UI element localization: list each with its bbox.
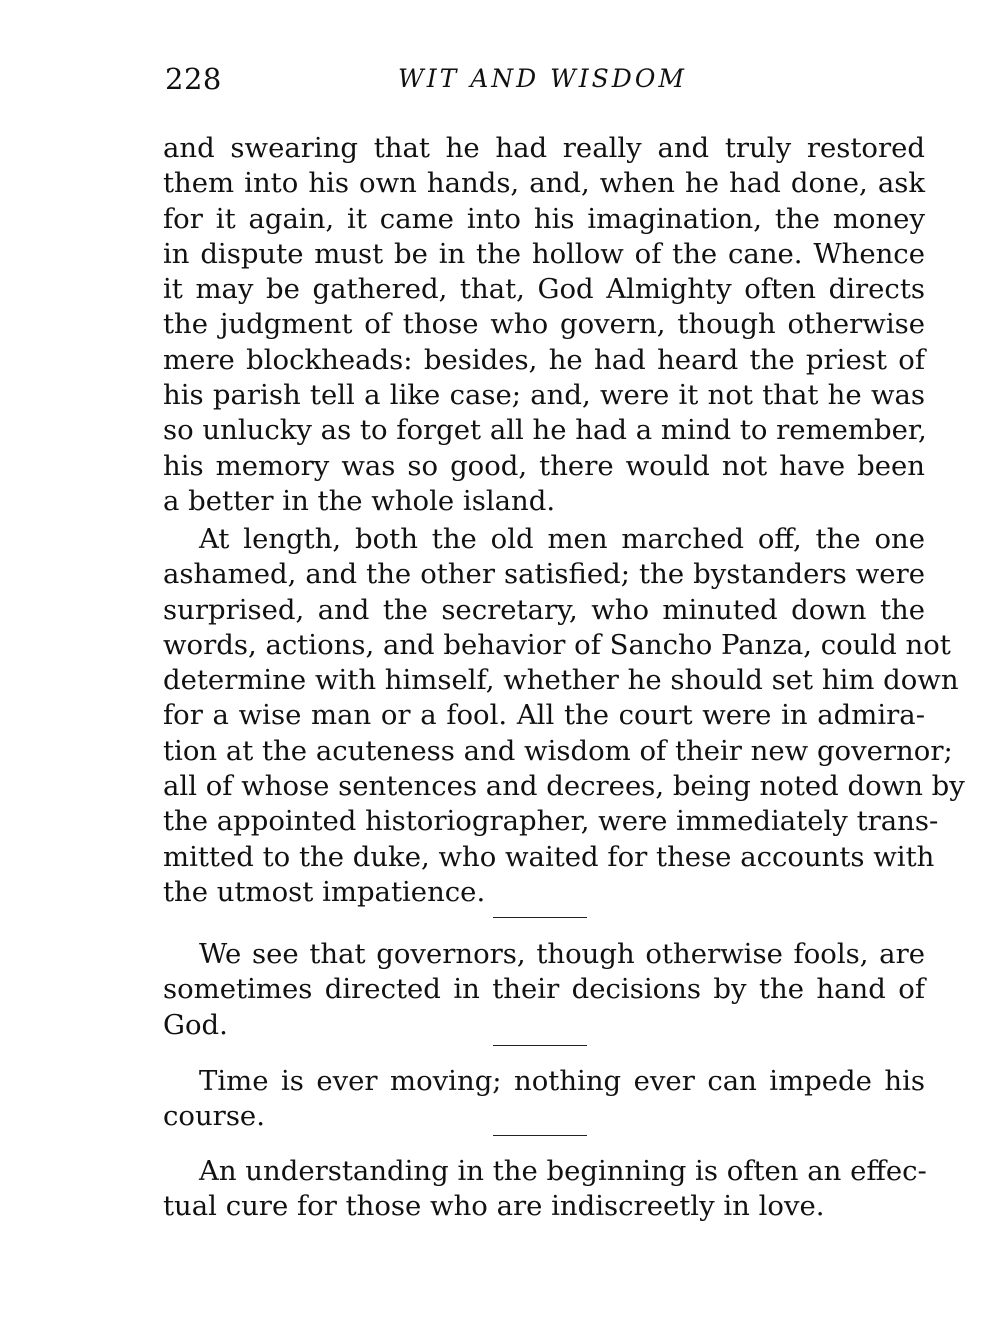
text-line: We see that governors, though otherwise fools, are bbox=[199, 938, 925, 970]
text-line: tion at the acuteness and wisdom of their new governor; bbox=[163, 734, 953, 767]
section-divider bbox=[493, 917, 587, 918]
text-line: At length, both the old men marched off, the one bbox=[199, 523, 925, 555]
text-line: the utmost impatience. bbox=[163, 875, 486, 908]
text-line: his memory was so good, there would not have been bbox=[163, 449, 925, 482]
text-line: surprised, and the secretary, who minuted down the bbox=[163, 593, 925, 626]
text-line: mere blockheads: besides, he had heard the priest of bbox=[163, 343, 925, 376]
text-line: Time is ever moving; nothing ever can impede his bbox=[199, 1065, 925, 1097]
text-line: determine with himself, whether he should set him down bbox=[163, 664, 959, 697]
text-line: his parish tell a like case; and, were it not that he was bbox=[163, 379, 925, 412]
text-line: so unlucky as to forget all he had a mind to remember, bbox=[163, 414, 927, 447]
maxim-time bbox=[163, 1064, 925, 1135]
text-line: tual cure for those who are indiscreetly in love. bbox=[163, 1190, 825, 1223]
text-line: the appointed historiographer, were immediately trans- bbox=[163, 805, 939, 838]
maxim-understanding bbox=[163, 1154, 925, 1225]
text-line: sometimes directed in their decisions by the hand of bbox=[163, 973, 925, 1006]
page-number: 228 bbox=[165, 62, 222, 96]
section-divider bbox=[493, 1045, 587, 1046]
paragraph-continued bbox=[163, 131, 925, 519]
text-line: in dispute must be in the hollow of the cane. Whence bbox=[163, 237, 925, 270]
text-line: a better in the whole island. bbox=[163, 484, 556, 517]
text-line: it may be gathered, that, God Almighty often directs bbox=[163, 273, 925, 306]
running-head bbox=[165, 62, 925, 102]
text-line: all of whose sentences and decrees, being noted down by bbox=[163, 770, 965, 803]
text-line: the judgment of those who govern, though otherwise bbox=[163, 308, 925, 341]
maxim-governors bbox=[163, 937, 925, 1043]
text-line: God. bbox=[163, 1008, 228, 1041]
text-line: mitted to the duke, who waited for these accounts with bbox=[163, 840, 935, 873]
text-line: them into his own hands, and, when he had done, ask bbox=[163, 167, 925, 200]
text-line: words, actions, and behavior of Sancho Panza, could not bbox=[163, 628, 951, 661]
paragraph-at-length bbox=[163, 522, 965, 910]
text-line: course. bbox=[163, 1100, 265, 1133]
text-line: for a wise man or a fool. All the court were in admira- bbox=[163, 699, 925, 732]
text-line: An understanding in the beginning is often an effec- bbox=[199, 1155, 927, 1187]
text-line: for it again, it came into his imagination, the money bbox=[163, 202, 925, 235]
text-line: and swearing that he had really and truly restored bbox=[163, 132, 925, 164]
text-line: ashamed, and the other satisfied; the bystanders were bbox=[163, 558, 925, 591]
running-title: WIT AND WISDOM bbox=[398, 64, 687, 93]
section-divider bbox=[493, 1135, 587, 1136]
